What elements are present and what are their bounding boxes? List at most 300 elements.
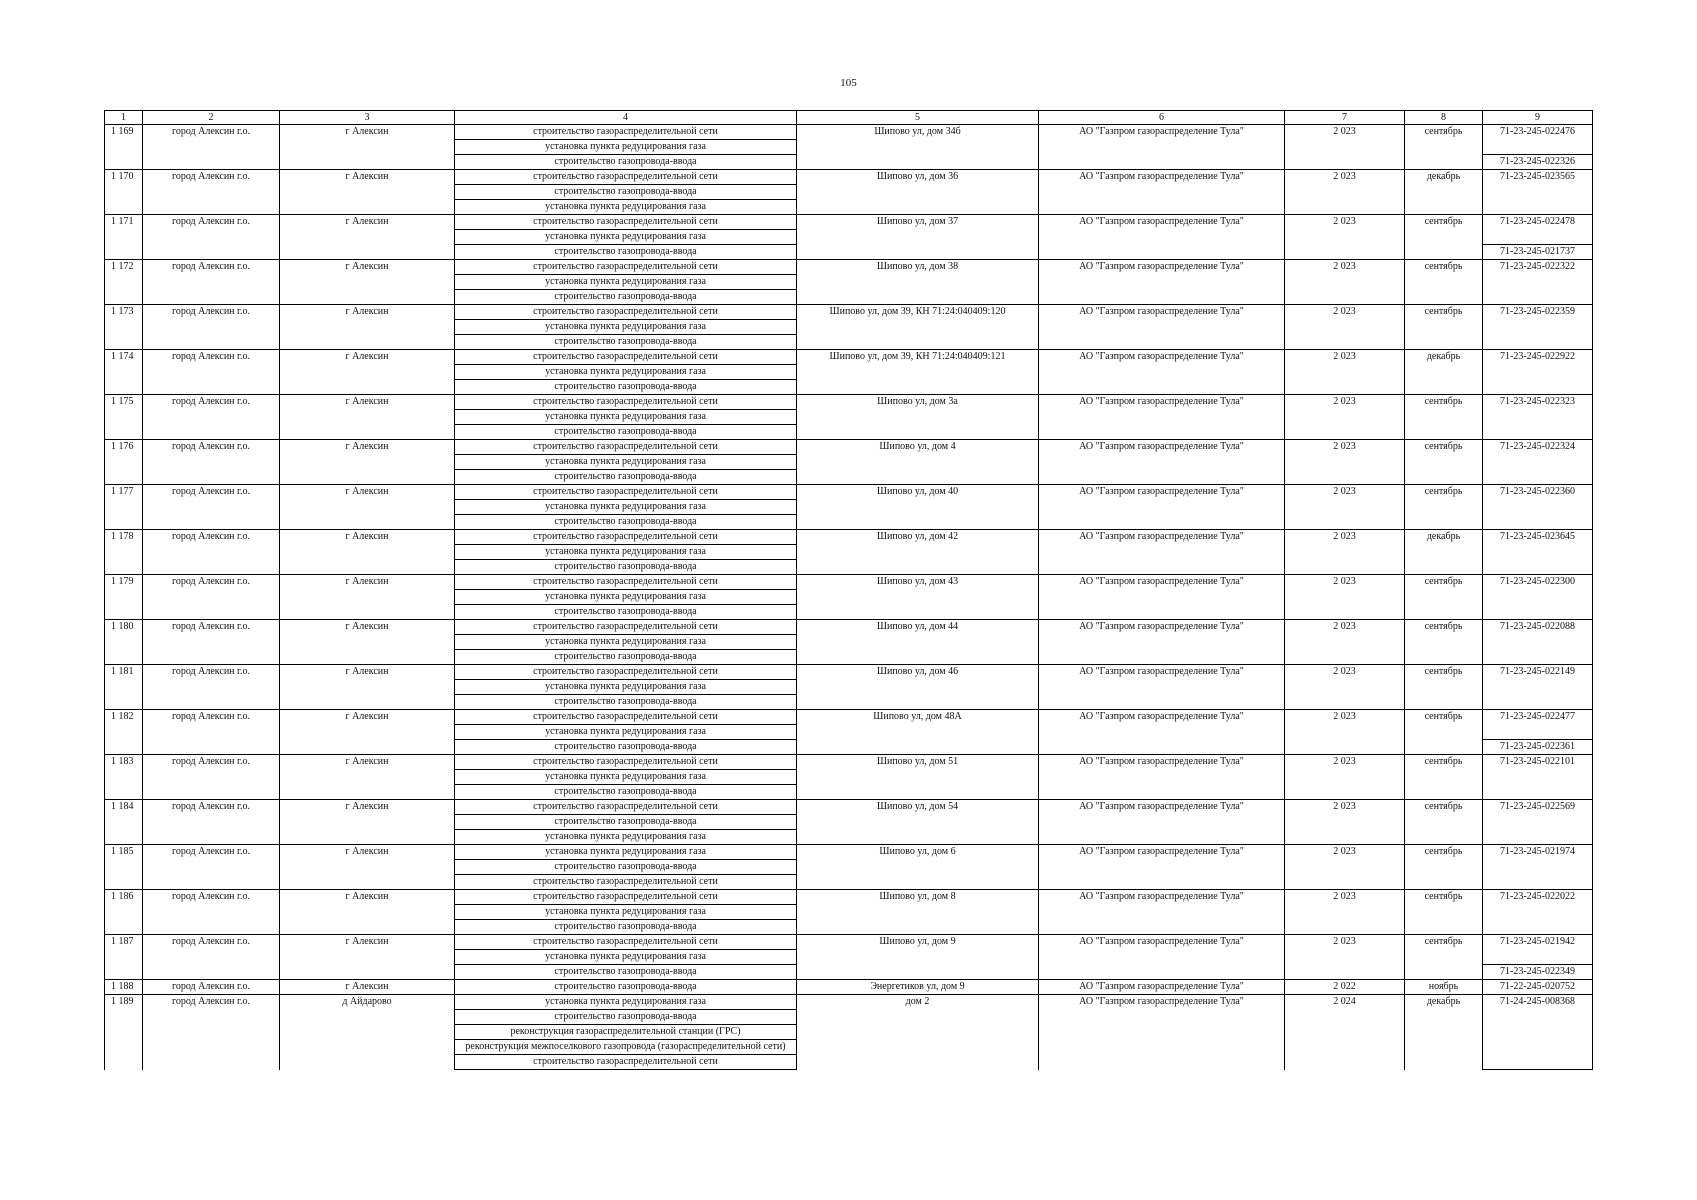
- district-cell: город Алексин г.о.: [143, 395, 280, 440]
- work-type-cell: установка пункта редуцирования газа: [455, 905, 797, 920]
- application-code-cell: [1483, 695, 1593, 710]
- application-code-cell: 71-23-245-022349: [1483, 965, 1593, 980]
- table-row: [105, 665, 1593, 680]
- year-cell: 2 023: [1285, 530, 1405, 575]
- table-row: [105, 215, 1593, 230]
- district-cell: город Алексин г.о.: [143, 995, 280, 1070]
- month-cell: сентябрь: [1405, 620, 1483, 665]
- month-cell: сентябрь: [1405, 710, 1483, 755]
- locality-cell: г Алексин: [280, 935, 455, 980]
- record-number: 1 188: [105, 980, 143, 995]
- work-type-cell: строительство газопровода-ввода: [455, 785, 797, 800]
- address-cell: Шипово ул, дом 48А: [797, 710, 1039, 755]
- district-cell: город Алексин г.о.: [143, 485, 280, 530]
- organization-cell: АО "Газпром газораспределение Тула": [1039, 530, 1285, 575]
- month-cell: сентябрь: [1405, 665, 1483, 710]
- year-cell: 2 023: [1285, 395, 1405, 440]
- address-cell: Шипово ул, дом 39, КН 71:24:040409:121: [797, 350, 1039, 395]
- locality-cell: г Алексин: [280, 215, 455, 260]
- work-type-cell: установка пункта редуцирования газа: [455, 455, 797, 470]
- work-type-cell: строительство газораспределительной сети: [455, 260, 797, 275]
- application-code-cell: 71-23-245-022569: [1483, 800, 1593, 815]
- year-cell: 2 023: [1285, 755, 1405, 800]
- record-number: 1 180: [105, 620, 143, 665]
- record-number: 1 175: [105, 395, 143, 440]
- year-cell: 2 023: [1285, 260, 1405, 305]
- year-cell: 2 023: [1285, 710, 1405, 755]
- organization-cell: АО "Газпром газораспределение Тула": [1039, 890, 1285, 935]
- work-type-cell: установка пункта редуцирования газа: [455, 140, 797, 155]
- year-cell: 2 024: [1285, 995, 1405, 1070]
- district-cell: город Алексин г.о.: [143, 800, 280, 845]
- work-type-cell: строительство газопровода-ввода: [455, 965, 797, 980]
- year-cell: 2 023: [1285, 890, 1405, 935]
- table-row: [105, 530, 1593, 545]
- work-type-cell: строительство газопровода-ввода: [455, 335, 797, 350]
- organization-cell: АО "Газпром газораспределение Тула": [1039, 620, 1285, 665]
- application-code-cell: [1483, 785, 1593, 800]
- application-code-cell: 71-23-245-023565: [1483, 170, 1593, 185]
- address-cell: Энергетиков ул, дом 9: [797, 980, 1039, 995]
- organization-cell: АО "Газпром газораспределение Тула": [1039, 440, 1285, 485]
- work-type-cell: строительство газораспределительной сети: [455, 890, 797, 905]
- address-cell: Шипово ул, дом 51: [797, 755, 1039, 800]
- work-type-cell: установка пункта редуцирования газа: [455, 590, 797, 605]
- record-number: 1 170: [105, 170, 143, 215]
- record-number: 1 172: [105, 260, 143, 305]
- application-code-cell: 71-23-245-022149: [1483, 665, 1593, 680]
- record-number: 1 174: [105, 350, 143, 395]
- work-type-cell: строительство газораспределительной сети: [455, 305, 797, 320]
- work-type-cell: строительство газопровода-ввода: [455, 1010, 797, 1025]
- locality-cell: г Алексин: [280, 260, 455, 305]
- year-cell: 2 023: [1285, 350, 1405, 395]
- application-code-cell: 71-23-245-022922: [1483, 350, 1593, 365]
- locality-cell: г Алексин: [280, 530, 455, 575]
- table-row: [105, 845, 1593, 860]
- work-type-cell: строительство газораспределительной сети: [455, 755, 797, 770]
- organization-cell: АО "Газпром газораспределение Тула": [1039, 710, 1285, 755]
- year-cell: 2 023: [1285, 935, 1405, 980]
- district-cell: город Алексин г.о.: [143, 755, 280, 800]
- application-code-cell: 71-23-245-022322: [1483, 260, 1593, 275]
- table-row: [105, 305, 1593, 320]
- record-number: 1 185: [105, 845, 143, 890]
- work-type-cell: установка пункта редуцирования газа: [455, 950, 797, 965]
- work-type-cell: установка пункта редуцирования газа: [455, 635, 797, 650]
- work-type-cell: строительство газопровода-ввода: [455, 155, 797, 170]
- address-cell: Шипово ул, дом 38: [797, 260, 1039, 305]
- year-cell: 2 022: [1285, 980, 1405, 995]
- application-code-cell: [1483, 1055, 1593, 1070]
- address-cell: Шипово ул, дом 6: [797, 845, 1039, 890]
- application-code-cell: [1483, 905, 1593, 920]
- application-code-cell: [1483, 335, 1593, 350]
- locality-cell: г Алексин: [280, 395, 455, 440]
- year-cell: 2 023: [1285, 845, 1405, 890]
- application-code-cell: 71-23-245-022326: [1483, 155, 1593, 170]
- record-number: 1 171: [105, 215, 143, 260]
- work-type-cell: установка пункта редуцирования газа: [455, 320, 797, 335]
- table-row: [105, 575, 1593, 590]
- application-code-cell: [1483, 200, 1593, 215]
- month-cell: сентябрь: [1405, 845, 1483, 890]
- locality-cell: г Алексин: [280, 710, 455, 755]
- application-code-cell: [1483, 875, 1593, 890]
- month-cell: сентябрь: [1405, 395, 1483, 440]
- table-row: [105, 980, 1593, 995]
- locality-cell: г Алексин: [280, 845, 455, 890]
- application-code-cell: [1483, 320, 1593, 335]
- organization-cell: АО "Газпром газораспределение Тула": [1039, 980, 1285, 995]
- work-type-cell: строительство газопровода-ввода: [455, 860, 797, 875]
- application-code-cell: 71-23-245-022360: [1483, 485, 1593, 500]
- work-type-cell: реконструкция газораспределительной станции (ГРС): [455, 1025, 797, 1040]
- work-type-cell: строительство газопровода-ввода: [455, 650, 797, 665]
- application-code-cell: 71-22-245-020752: [1483, 980, 1593, 995]
- work-type-cell: реконструкция межпоселкового газопровода (газораспределительной сети): [455, 1040, 797, 1055]
- work-type-cell: строительство газопровода-ввода: [455, 920, 797, 935]
- organization-cell: АО "Газпром газораспределение Тула": [1039, 800, 1285, 845]
- work-type-cell: строительство газораспределительной сети: [455, 125, 797, 140]
- application-code-cell: 71-23-245-022324: [1483, 440, 1593, 455]
- application-code-cell: [1483, 725, 1593, 740]
- year-cell: 2 023: [1285, 170, 1405, 215]
- year-cell: 2 023: [1285, 125, 1405, 170]
- application-code-cell: 71-23-245-022300: [1483, 575, 1593, 590]
- table-row: [105, 800, 1593, 815]
- locality-cell: г Алексин: [280, 575, 455, 620]
- table-body: [105, 111, 1593, 1070]
- address-cell: Шипово ул, дом 54: [797, 800, 1039, 845]
- address-cell: Шипово ул, дом 8: [797, 890, 1039, 935]
- column-header-9: 9: [1483, 111, 1593, 125]
- work-type-cell: строительство газораспределительной сети: [455, 800, 797, 815]
- work-type-cell: установка пункта редуцирования газа: [455, 545, 797, 560]
- work-type-cell: установка пункта редуцирования газа: [455, 770, 797, 785]
- record-number: 1 176: [105, 440, 143, 485]
- column-header-1: 1: [105, 111, 143, 125]
- column-header-3: 3: [280, 111, 455, 125]
- organization-cell: АО "Газпром газораспределение Тула": [1039, 995, 1285, 1070]
- work-type-cell: строительство газораспределительной сети: [455, 875, 797, 890]
- address-cell: Шипово ул, дом 3а: [797, 395, 1039, 440]
- table-row: [105, 995, 1593, 1010]
- application-code-cell: 71-23-245-022477: [1483, 710, 1593, 725]
- work-type-cell: строительство газопровода-ввода: [455, 185, 797, 200]
- organization-cell: АО "Газпром газораспределение Тула": [1039, 575, 1285, 620]
- application-code-cell: [1483, 1025, 1593, 1040]
- locality-cell: д Айдарово: [280, 995, 455, 1070]
- locality-cell: г Алексин: [280, 440, 455, 485]
- work-type-cell: установка пункта редуцирования газа: [455, 275, 797, 290]
- application-code-cell: [1483, 680, 1593, 695]
- month-cell: сентябрь: [1405, 890, 1483, 935]
- district-cell: город Алексин г.о.: [143, 125, 280, 170]
- year-cell: 2 023: [1285, 575, 1405, 620]
- application-code-cell: [1483, 920, 1593, 935]
- application-code-cell: 71-23-245-021942: [1483, 935, 1593, 950]
- record-number: 1 186: [105, 890, 143, 935]
- district-cell: город Алексин г.о.: [143, 440, 280, 485]
- locality-cell: г Алексин: [280, 800, 455, 845]
- month-cell: декабрь: [1405, 170, 1483, 215]
- district-cell: город Алексин г.о.: [143, 530, 280, 575]
- locality-cell: г Алексин: [280, 350, 455, 395]
- application-code-cell: [1483, 860, 1593, 875]
- organization-cell: АО "Газпром газораспределение Тула": [1039, 260, 1285, 305]
- address-cell: Шипово ул, дом 4: [797, 440, 1039, 485]
- work-type-cell: строительство газораспределительной сети: [455, 620, 797, 635]
- application-code-cell: [1483, 425, 1593, 440]
- year-cell: 2 023: [1285, 620, 1405, 665]
- table-row: [105, 890, 1593, 905]
- month-cell: сентябрь: [1405, 215, 1483, 260]
- district-cell: город Алексин г.о.: [143, 620, 280, 665]
- application-code-cell: [1483, 1040, 1593, 1055]
- record-number: 1 169: [105, 125, 143, 170]
- table-row: [105, 440, 1593, 455]
- application-code-cell: [1483, 380, 1593, 395]
- work-type-cell: строительство газораспределительной сети: [455, 215, 797, 230]
- table-row: [105, 170, 1593, 185]
- month-cell: сентябрь: [1405, 800, 1483, 845]
- record-number: 1 184: [105, 800, 143, 845]
- district-cell: город Алексин г.о.: [143, 710, 280, 755]
- work-type-cell: строительство газораспределительной сети: [455, 575, 797, 590]
- work-type-cell: установка пункта редуцирования газа: [455, 845, 797, 860]
- work-type-cell: установка пункта редуцирования газа: [455, 500, 797, 515]
- year-cell: 2 023: [1285, 215, 1405, 260]
- address-cell: Шипово ул, дом 36: [797, 170, 1039, 215]
- column-header-6: 6: [1039, 111, 1285, 125]
- year-cell: 2 023: [1285, 800, 1405, 845]
- application-code-cell: [1483, 830, 1593, 845]
- district-cell: город Алексин г.о.: [143, 935, 280, 980]
- application-code-cell: 71-23-245-022323: [1483, 395, 1593, 410]
- month-cell: декабрь: [1405, 995, 1483, 1070]
- district-cell: город Алексин г.о.: [143, 260, 280, 305]
- work-type-cell: строительство газораспределительной сети: [455, 485, 797, 500]
- application-code-cell: [1483, 770, 1593, 785]
- locality-cell: г Алексин: [280, 755, 455, 800]
- month-cell: сентябрь: [1405, 935, 1483, 980]
- work-type-cell: строительство газопровода-ввода: [455, 560, 797, 575]
- application-code-cell: [1483, 455, 1593, 470]
- address-cell: Шипово ул, дом 37: [797, 215, 1039, 260]
- year-cell: 2 023: [1285, 665, 1405, 710]
- district-cell: город Алексин г.о.: [143, 665, 280, 710]
- month-cell: сентябрь: [1405, 485, 1483, 530]
- year-cell: 2 023: [1285, 305, 1405, 350]
- organization-cell: АО "Газпром газораспределение Тула": [1039, 755, 1285, 800]
- organization-cell: АО "Газпром газораспределение Тула": [1039, 485, 1285, 530]
- address-cell: Шипово ул, дом 39, КН 71:24:040409:120: [797, 305, 1039, 350]
- organization-cell: АО "Газпром газораспределение Тула": [1039, 125, 1285, 170]
- application-code-cell: 71-24-245-008368: [1483, 995, 1593, 1010]
- column-header-7: 7: [1285, 111, 1405, 125]
- work-type-cell: строительство газораспределительной сети: [455, 440, 797, 455]
- work-type-cell: строительство газопровода-ввода: [455, 980, 797, 995]
- work-type-cell: установка пункта редуцирования газа: [455, 995, 797, 1010]
- application-code-cell: [1483, 140, 1593, 155]
- organization-cell: АО "Газпром газораспределение Тула": [1039, 665, 1285, 710]
- locality-cell: г Алексин: [280, 485, 455, 530]
- table-row: [105, 620, 1593, 635]
- work-type-cell: строительство газопровода-ввода: [455, 695, 797, 710]
- application-code-cell: [1483, 470, 1593, 485]
- work-type-cell: установка пункта редуцирования газа: [455, 410, 797, 425]
- application-code-cell: 71-23-245-022478: [1483, 215, 1593, 230]
- district-cell: город Алексин г.о.: [143, 170, 280, 215]
- work-type-cell: строительство газопровода-ввода: [455, 245, 797, 260]
- address-cell: дом 2: [797, 995, 1039, 1070]
- application-code-cell: 71-23-245-022088: [1483, 620, 1593, 635]
- application-code-cell: [1483, 515, 1593, 530]
- locality-cell: г Алексин: [280, 125, 455, 170]
- work-type-cell: строительство газораспределительной сети: [455, 350, 797, 365]
- application-code-cell: [1483, 815, 1593, 830]
- address-cell: Шипово ул, дом 44: [797, 620, 1039, 665]
- application-code-cell: 71-23-245-021737: [1483, 245, 1593, 260]
- column-header-5: 5: [797, 111, 1039, 125]
- record-number: 1 182: [105, 710, 143, 755]
- application-code-cell: [1483, 275, 1593, 290]
- work-type-cell: строительство газораспределительной сети: [455, 170, 797, 185]
- year-cell: 2 023: [1285, 485, 1405, 530]
- work-type-cell: строительство газораспределительной сети: [455, 665, 797, 680]
- work-type-cell: строительство газопровода-ввода: [455, 740, 797, 755]
- table-row: [105, 125, 1593, 140]
- work-type-cell: строительство газораспределительной сети: [455, 935, 797, 950]
- application-code-cell: [1483, 545, 1593, 560]
- month-cell: ноябрь: [1405, 980, 1483, 995]
- year-cell: 2 023: [1285, 440, 1405, 485]
- record-number: 1 183: [105, 755, 143, 800]
- work-type-cell: установка пункта редуцирования газа: [455, 830, 797, 845]
- month-cell: сентябрь: [1405, 755, 1483, 800]
- table-row: [105, 755, 1593, 770]
- page-number: 105: [840, 77, 857, 89]
- record-number: 1 189: [105, 995, 143, 1070]
- work-type-cell: строительство газопровода-ввода: [455, 425, 797, 440]
- district-cell: город Алексин г.о.: [143, 305, 280, 350]
- application-code-cell: 71-23-245-022022: [1483, 890, 1593, 905]
- organization-cell: АО "Газпром газораспределение Тула": [1039, 395, 1285, 440]
- application-code-cell: [1483, 590, 1593, 605]
- application-code-cell: [1483, 605, 1593, 620]
- work-type-cell: установка пункта редуцирования газа: [455, 725, 797, 740]
- district-cell: город Алексин г.о.: [143, 845, 280, 890]
- district-cell: город Алексин г.о.: [143, 980, 280, 995]
- locality-cell: г Алексин: [280, 980, 455, 995]
- work-type-cell: установка пункта редуцирования газа: [455, 680, 797, 695]
- district-cell: город Алексин г.о.: [143, 575, 280, 620]
- locality-cell: г Алексин: [280, 170, 455, 215]
- record-number: 1 181: [105, 665, 143, 710]
- gasification-register-table: [104, 110, 1593, 1070]
- work-type-cell: строительство газопровода-ввода: [455, 605, 797, 620]
- application-code-cell: [1483, 410, 1593, 425]
- month-cell: сентябрь: [1405, 305, 1483, 350]
- column-header-2: 2: [143, 111, 280, 125]
- application-code-cell: [1483, 290, 1593, 305]
- organization-cell: АО "Газпром газораспределение Тула": [1039, 305, 1285, 350]
- application-code-cell: [1483, 950, 1593, 965]
- work-type-cell: строительство газопровода-ввода: [455, 380, 797, 395]
- column-header-4: 4: [455, 111, 797, 125]
- address-cell: Шипово ул, дом 40: [797, 485, 1039, 530]
- application-code-cell: [1483, 1010, 1593, 1025]
- organization-cell: АО "Газпром газораспределение Тула": [1039, 215, 1285, 260]
- month-cell: сентябрь: [1405, 440, 1483, 485]
- address-cell: Шипово ул, дом 34б: [797, 125, 1039, 170]
- locality-cell: г Алексин: [280, 620, 455, 665]
- column-number-row: [105, 111, 1593, 125]
- work-type-cell: установка пункта редуцирования газа: [455, 365, 797, 380]
- month-cell: декабрь: [1405, 350, 1483, 395]
- record-number: 1 173: [105, 305, 143, 350]
- application-code-cell: 71-23-245-023645: [1483, 530, 1593, 545]
- work-type-cell: строительство газопровода-ввода: [455, 815, 797, 830]
- work-type-cell: строительство газораспределительной сети: [455, 710, 797, 725]
- table-row: [105, 935, 1593, 950]
- month-cell: декабрь: [1405, 530, 1483, 575]
- work-type-cell: строительство газораспределительной сети: [455, 530, 797, 545]
- work-type-cell: строительство газопровода-ввода: [455, 515, 797, 530]
- address-cell: Шипово ул, дом 9: [797, 935, 1039, 980]
- organization-cell: АО "Газпром газораспределение Тула": [1039, 845, 1285, 890]
- record-number: 1 179: [105, 575, 143, 620]
- organization-cell: АО "Газпром газораспределение Тула": [1039, 350, 1285, 395]
- table-row: [105, 395, 1593, 410]
- locality-cell: г Алексин: [280, 305, 455, 350]
- work-type-cell: строительство газораспределительной сети: [455, 1055, 797, 1070]
- application-code-cell: 71-23-245-021974: [1483, 845, 1593, 860]
- locality-cell: г Алексин: [280, 665, 455, 710]
- application-code-cell: [1483, 560, 1593, 575]
- month-cell: сентябрь: [1405, 260, 1483, 305]
- work-type-cell: установка пункта редуцирования газа: [455, 200, 797, 215]
- table-row: [105, 710, 1593, 725]
- locality-cell: г Алексин: [280, 890, 455, 935]
- table-row: [105, 350, 1593, 365]
- address-cell: Шипово ул, дом 42: [797, 530, 1039, 575]
- district-cell: город Алексин г.о.: [143, 350, 280, 395]
- address-cell: Шипово ул, дом 46: [797, 665, 1039, 710]
- month-cell: сентябрь: [1405, 125, 1483, 170]
- record-number: 1 177: [105, 485, 143, 530]
- application-code-cell: [1483, 185, 1593, 200]
- address-cell: Шипово ул, дом 43: [797, 575, 1039, 620]
- work-type-cell: установка пункта редуцирования газа: [455, 230, 797, 245]
- application-code-cell: [1483, 500, 1593, 515]
- organization-cell: АО "Газпром газораспределение Тула": [1039, 935, 1285, 980]
- organization-cell: АО "Газпром газораспределение Тула": [1039, 170, 1285, 215]
- month-cell: сентябрь: [1405, 575, 1483, 620]
- district-cell: город Алексин г.о.: [143, 890, 280, 935]
- application-code-cell: 71-23-245-022101: [1483, 755, 1593, 770]
- application-code-cell: 71-23-245-022361: [1483, 740, 1593, 755]
- work-type-cell: строительство газораспределительной сети: [455, 395, 797, 410]
- record-number: 1 178: [105, 530, 143, 575]
- table-row: [105, 485, 1593, 500]
- work-type-cell: строительство газопровода-ввода: [455, 470, 797, 485]
- work-type-cell: строительство газопровода-ввода: [455, 290, 797, 305]
- application-code-cell: [1483, 365, 1593, 380]
- application-code-cell: 71-23-245-022359: [1483, 305, 1593, 320]
- application-code-cell: [1483, 635, 1593, 650]
